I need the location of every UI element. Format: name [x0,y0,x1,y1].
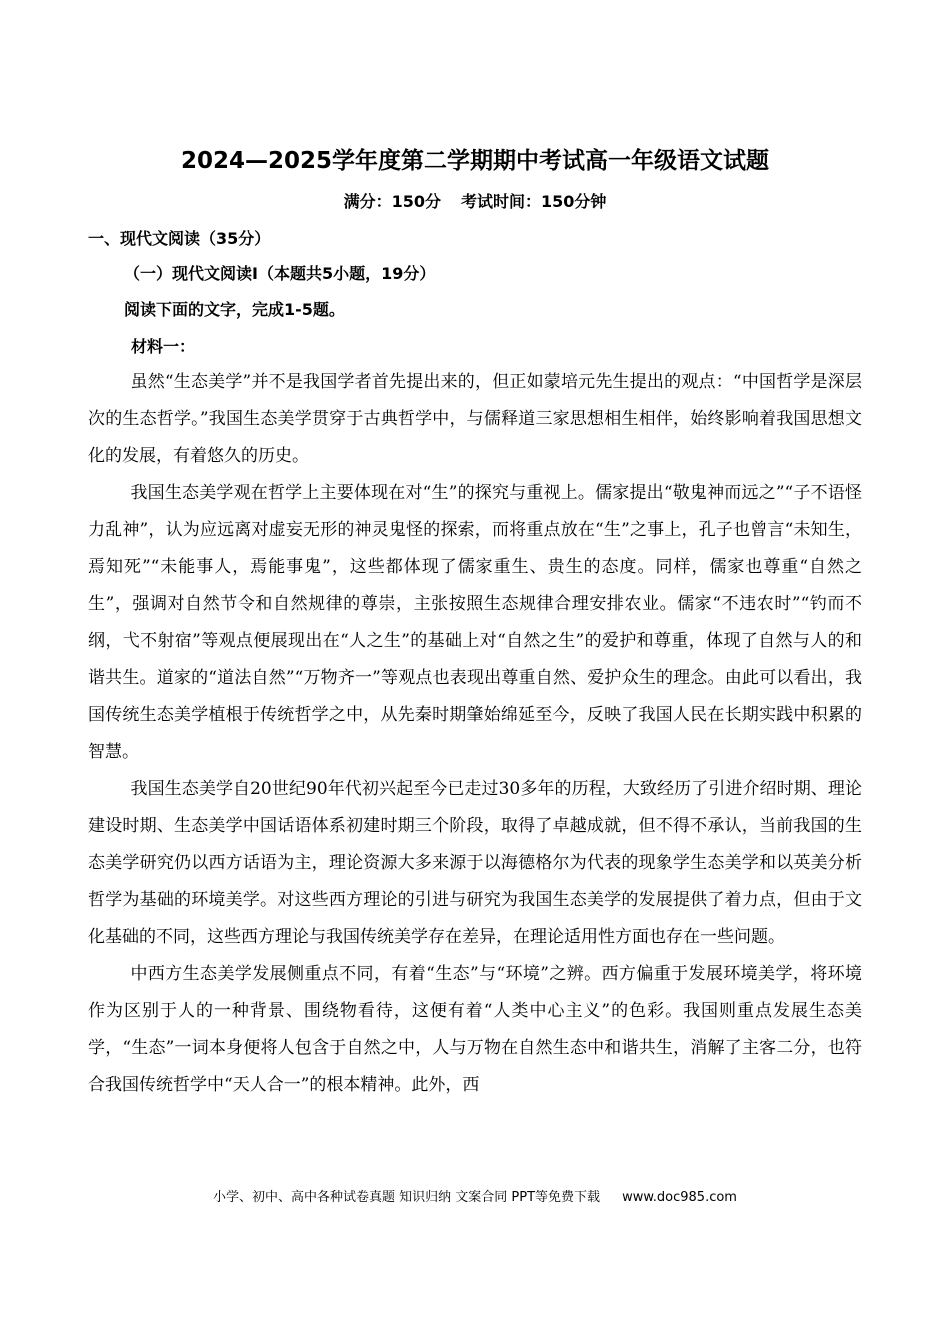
exam-info-line [0,187,950,217]
material-label: 材料一： [131,337,196,356]
passage-paragraph: 中西方生态美学发展侧重点不同，有着“生态”与“环境”之辨。西方偏重于发展环境美学，将环境作为区别于人的一种背景、围绕物看待，这便有着“人类中心主义”的色彩。我国则重点发展生态美学，“生态”一词本身便将人包含于自然之中，人与万物在自然生态中和谐共生，消解了主客二分，也符合我国传统哲学中“天人合一”的根本精神。此外，西 [88,964,862,1095]
exam-time-label: 考试时间：150分钟 [461,192,607,211]
footer-site-link[interactable]: www.doc985.com [622,1190,737,1205]
reading-instruction: 阅读下面的文字，完成1-5题。 [124,300,345,319]
passage-paragraph: 我国生态美学自20世纪90年代初兴起至今已走过30多年的历程，大致经历了引进介绍时期、理论建设时期、生态美学中国话语体系初建时期三个阶段，取得了卓越成就，但不得不承认，当前我国的生态美学研究仍以西方话语为主，理论资源大多来源于以海德格尔为代表的现象学生态美学和以英美分析哲学为基础的环境美学。对这些西方理论的引进与研究为我国生态美学的发展提供了着力点，但由于文化基础的不同，这些西方理论与我国传统美学存在差异，在理论适用性方面也存在一些问题。 [88,779,862,947]
subsection-heading: （一）现代文阅读Ⅰ（本题共5小题，19分） [124,264,436,283]
passage-paragraph: 虽然“生态美学”并不是我国学者首先提出来的，但正如蒙培元先生提出的观点：“中国哲学是深层次的生态哲学。”我国生态美学贯穿于古典哲学中，与儒释道三家思想相生相伴，始终影响着我国思想文化的发展，有着悠久的历史。 [88,372,862,466]
full-score-label: 满分：150分 [343,192,441,211]
passage-paragraph: 我国生态美学观在哲学上主要体现在对“生”的探究与重视上。儒家提出“敬鬼神而远之”“子不语怪力乱神”，认为应远离对虚妄无形的神灵鬼怪的探索，而将重点放在“生”之事上，孔子也曾言“未知生，焉知死”“未能事人，焉能事鬼”，这些都体现了儒家重生、贵生的态度。同样，儒家也尊重“自然之生”，强调对自然节令和自然规律的尊崇，主张按照生态规律合理安排农业。儒家“不违农时”“钓而不纲，弋不射宿”等观点便展现出在“人之生”的基础上对“自然之生”的爱护和尊重，体现了自然与人的和谐共生。道家的“道法自然”“万物齐一”等观点也表现出尊重自然、爱护众生的理念。由此可以看出，我国传统生态美学植根于传统哲学之中，从先秦时期肇始绵延至今，反映了我国人民在长期实践中积累的智慧。 [88,483,862,762]
passage-body [88,364,862,1104]
exam-title: 2024—2025学年度第二学期期中考试高一年级语文试题 [180,148,770,174]
footer-text: 小学、初中、高中各种试卷真题 知识归纳 文案合同 PPT等免费下载 [213,1190,601,1205]
page-footer [0,1186,950,1210]
section-heading: 一、现代文阅读（35分） [88,229,271,248]
